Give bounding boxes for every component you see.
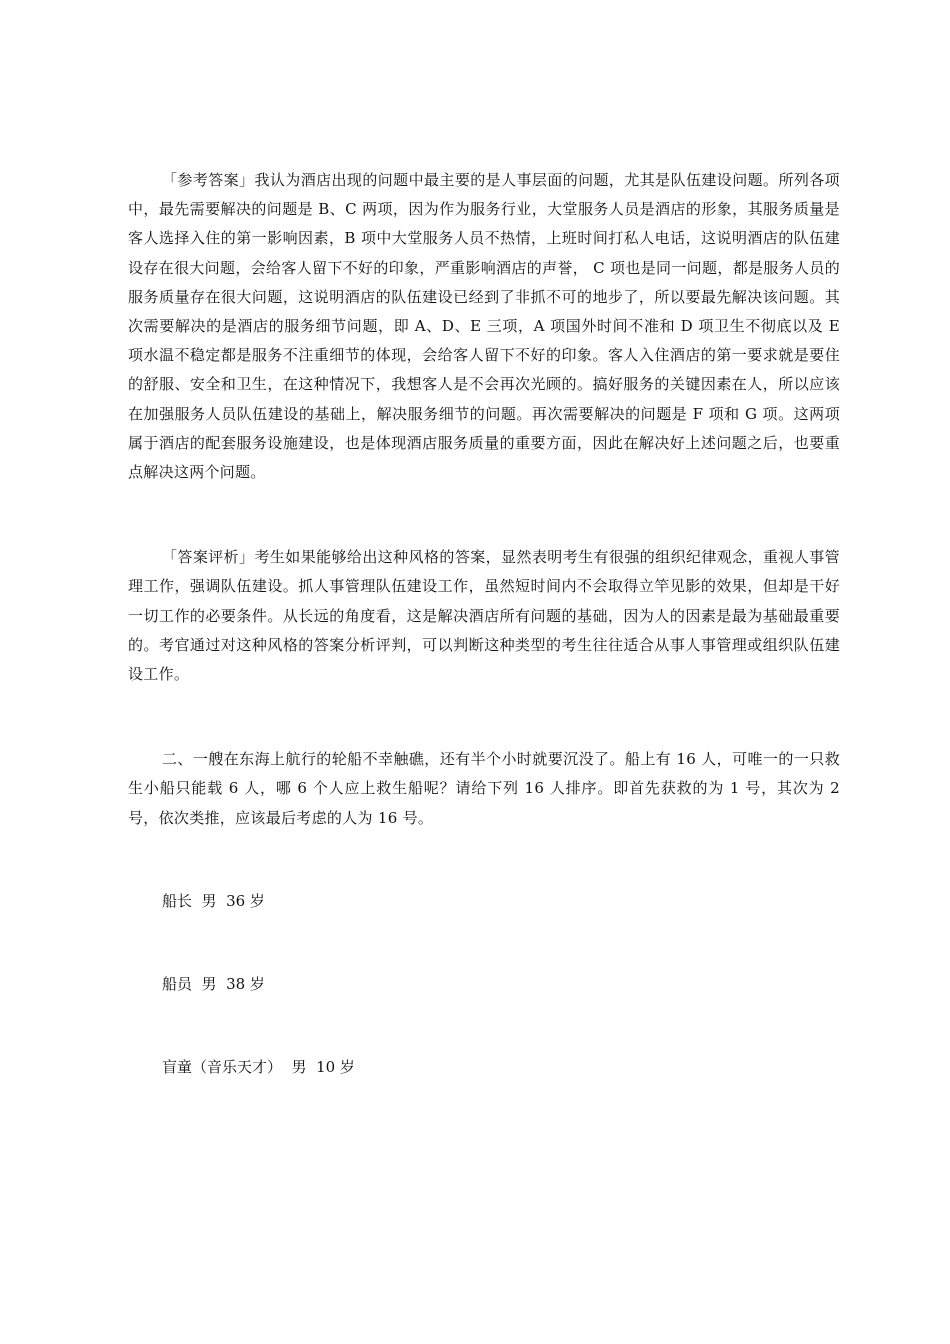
paragraph-spacer <box>128 689 840 745</box>
list-item: 船员 男 38 岁 <box>162 975 265 994</box>
paragraph-spacer <box>128 999 840 1053</box>
document-page <box>128 166 840 1082</box>
paragraph-spacer <box>128 487 840 543</box>
list-item: 盲童（音乐天才） 男 10 岁 <box>162 1058 355 1077</box>
list-item: 船长 男 36 岁 <box>162 891 265 910</box>
answer-analysis-paragraph: 「答案评析」考生如果能够给出这种风格的答案，显然表明考生有很强的组织纪律观念，重视人事管理工作，强调队伍建设。抓人事管理队伍建设工作，虽然短时间内不会取得立竿见影的效果，但却是干好一切工作的必要条件。从长远的角度看，这是解决酒店所有问题的基础，因为人的因素是最为基础最重要的。考官通过对这种风格的答案分析评判，可以判断这种类型的考生往往适合从事人事管理或组织队伍建设工作。 <box>128 548 840 684</box>
reference-answer-paragraph: 「参考答案」我认为酒店出现的问题中最主要的是人事层面的问题，尤其是队伍建设问题。所列各项中，最先需要解决的问题是 B、C 两项，因为作为服务行业，大堂服务人员是酒店的形象，其服务质量是客人选择入住的第一影响因素，B 项中大堂服务人员不热情，上班时间打私人电话，这说明酒店的队伍建设存在很大问题，会给客人留下不好的印象，严重影响酒店的声誉， C 项也是同一问题，都是服务人员的服务质量存在很大问题，这说明酒店的队伍建设已经到了非抓不可的地步了，所以要最先解决该问题。其次需要解决的是酒店的服务细节问题，即 A、D、E 三项，A 项国外时间不准和 D 项卫生不彻底以及 E 项水温不稳定都是服务不注重细节的体现，会给客人留下不好的印象。客人入住酒店的第一要求就是要住的舒服、安全和卫生，在这种情况下，我想客人是不会再次光顾的。搞好服务的关键因素在人，所以应该在加强服务人员队伍建设的基础上，解决服务细节的问题。再次需要解决的问题是 F 项和 G 项。这两项属于酒店的配套服务设施建设，也是体现酒店服务质量的重要方面，因此在解决好上述问题之后，也要重点解决这两个问题。 <box>128 171 840 482</box>
paragraph-spacer <box>128 833 840 887</box>
paragraph-spacer <box>128 916 840 970</box>
question-two-paragraph: 二、一艘在东海上航行的轮船不幸触礁，还有半个小时就要沉没了。船上有 16 人，可唯一的一只救生小船只能载 6 人，哪 6 个人应上救生船呢？请给下列 16 人排序。即首先获救的为 1 号，其次为 2 号，依次类推，应该最后考虑的人为 16 号。 <box>128 750 840 827</box>
